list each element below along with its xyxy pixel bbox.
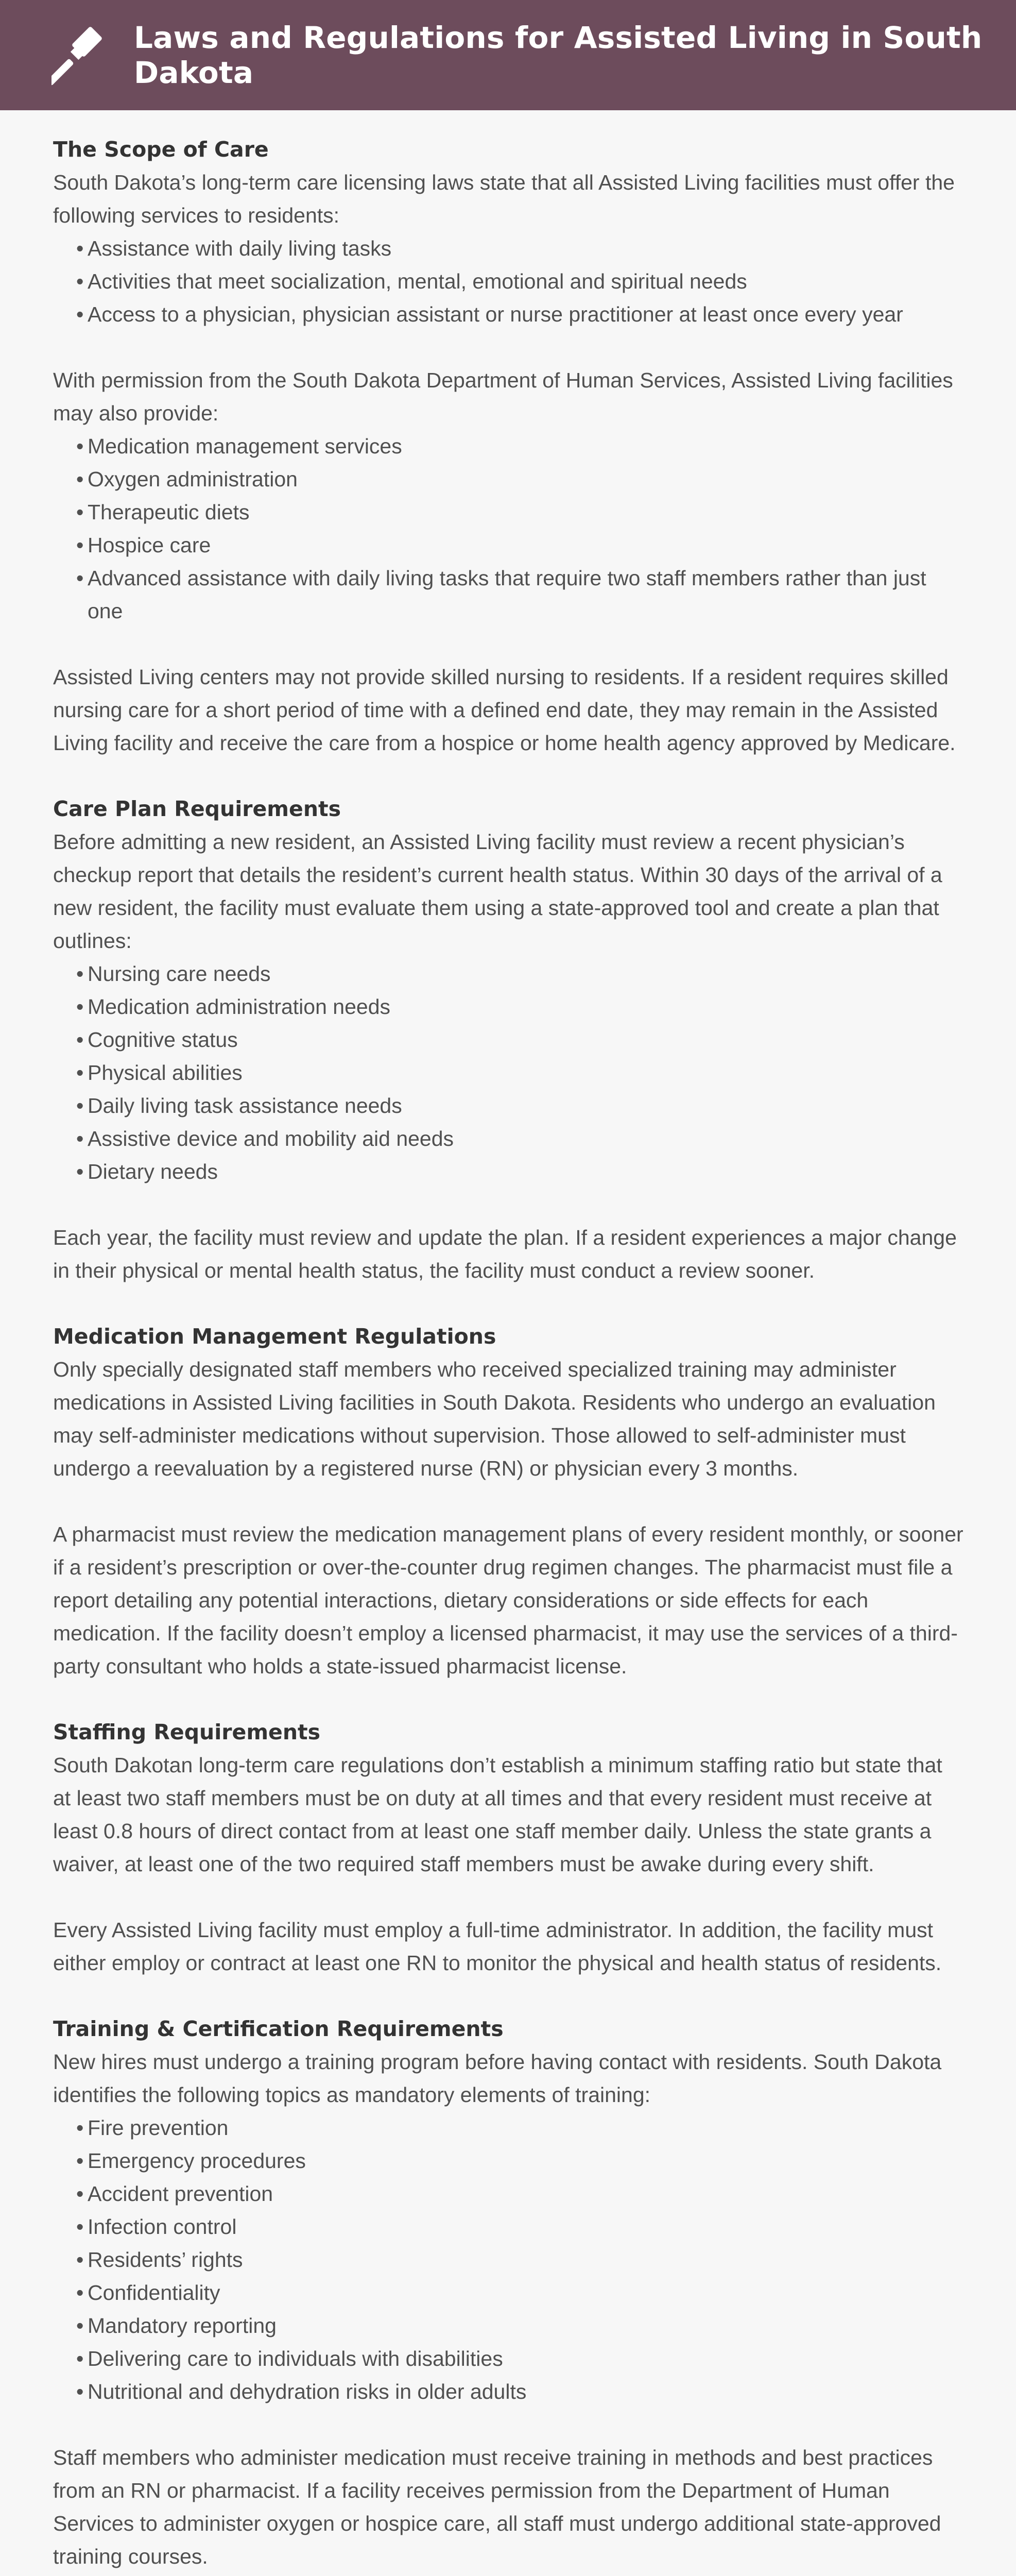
list-item: • Nursing care needs [53,957,965,990]
list-item: • Delivering care to individuals with disabilities [53,2342,965,2375]
training-list [53,2111,965,2408]
list-item: • Assistive device and mobility aid needs [53,1122,965,1155]
section-title-scope: The Scope of Care [53,137,269,162]
careplan-intro: Before admitting a new resident, an Assisted Living facility must review a recent physician’s checkup report that details the resident’s current health status. Within 30 days of the arrival of a new resident, the facility must evaluate them using a state-approved tool and create a plan that outlines: [53,830,942,953]
list-item: • Infection control [53,2210,965,2243]
careplan-list [53,957,965,1188]
list-item: • Assistance with daily living tasks [53,232,965,265]
list-item: • Dietary needs [53,1155,965,1188]
staffing-paragraph-1: South Dakotan long-term care regulations don’t establish a minimum staffing ratio but state that at least two staff members must be on duty at all times and that every resident must receive at least 0.8 hours of direct contact from at least one staff member daily. Unless the state grants a waiver, at least one of the two required staff members must be awake during every shift. [53,1753,942,1876]
section-title-medication: Medication Management Regulations [53,1324,496,1349]
section-title-training: Training & Certification Requirements [53,2016,504,2041]
list-item: • Medication administration needs [53,990,965,1023]
training-intro: New hires must undergo a training program before having contact with residents. South Dakota identifies the following topics as mandatory elements of training: [53,2050,942,2107]
training-closing: Staff members who administer medication must receive training in methods and best practices from an RN or pharmacist. If a facility receives permission from the Department of Human Services to administer oxygen or hospice care, all staff must undergo additional state-approved training courses. [53,2446,941,2568]
medication-paragraph-2: A pharmacist must review the medication management plans of every resident monthly, or sooner if a resident’s prescription or over-the-counter drug regimen changes. The pharmacist must file a report detailing any potential interactions, dietary considerations or side effects for each medication. If the facility doesn’t employ a licensed pharmacist, it may use the services of a third-party consultant who holds a state-issued pharmacist license. [53,1522,963,1678]
section-title-careplan: Care Plan Requirements [53,796,341,821]
list-item: • Physical abilities [53,1056,965,1089]
list-item: • Emergency procedures [53,2144,965,2177]
page-header [0,0,1016,110]
section-title-staffing: Staffing Requirements [53,1720,321,1744]
page-title: Laws and Regulations for Assisted Living in South Dakota [134,20,983,90]
article-content [0,110,1016,2576]
list-item: • Cognitive status [53,1023,965,1056]
list-item: • Medication management services [53,430,965,463]
scope-required-list [53,232,965,331]
list-item: • Mandatory reporting [53,2309,965,2342]
list-item: • Fire prevention [53,2111,965,2144]
gavel-icon [51,24,113,86]
list-item: • Residents’ rights [53,2243,965,2276]
list-item: • Activities that meet socialization, mental, emotional and spiritual needs [53,265,965,298]
scope-closing: Assisted Living centers may not provide skilled nursing to residents. If a resident requires skilled nursing care for a short period of time with a defined end date, they may remain in the Assisted Living facility and receive the care from a hospice or home health agency approved by Medicare. [53,665,956,755]
list-item: • Access to a physician, physician assistant or nurse practitioner at least once every year [53,298,965,331]
list-item: • Daily living task assistance needs [53,1089,965,1122]
scope-intro: South Dakota’s long-term care licensing laws state that all Assisted Living facilities must offer the following services to residents: [53,171,955,227]
medication-paragraph-1: Only specially designated staff members who received specialized training may administer medications in Assisted Living facilities in South Dakota. Residents who undergo an evaluation may self-administer medications without supervision. Those allowed to self-administer must undergo a reevaluation by a registered nurse (RN) or physician every 3 months. [53,1358,936,1480]
list-item: • Oxygen administration [53,463,965,496]
list-item: • Advanced assistance with daily living tasks that require two staff members rather than just one [53,562,965,628]
list-item: • Accident prevention [53,2177,965,2210]
careplan-closing: Each year, the facility must review and update the plan. If a resident experiences a major change in their physical or mental health status, the facility must conduct a review sooner. [53,1226,957,1282]
scope-optional-list [53,430,965,628]
list-item: • Hospice care [53,529,965,562]
list-item: • Therapeutic diets [53,496,965,529]
scope-optional-intro: With permission from the South Dakota Department of Human Services, Assisted Living facilities may also provide: [53,368,953,425]
list-item: • Confidentiality [53,2276,965,2309]
list-item: • Nutritional and dehydration risks in older adults [53,2375,965,2408]
staffing-paragraph-2: Every Assisted Living facility must employ a full-time administrator. In addition, the facility must either employ or contract at least one RN to monitor the physical and health status of residents. [53,1918,942,1975]
